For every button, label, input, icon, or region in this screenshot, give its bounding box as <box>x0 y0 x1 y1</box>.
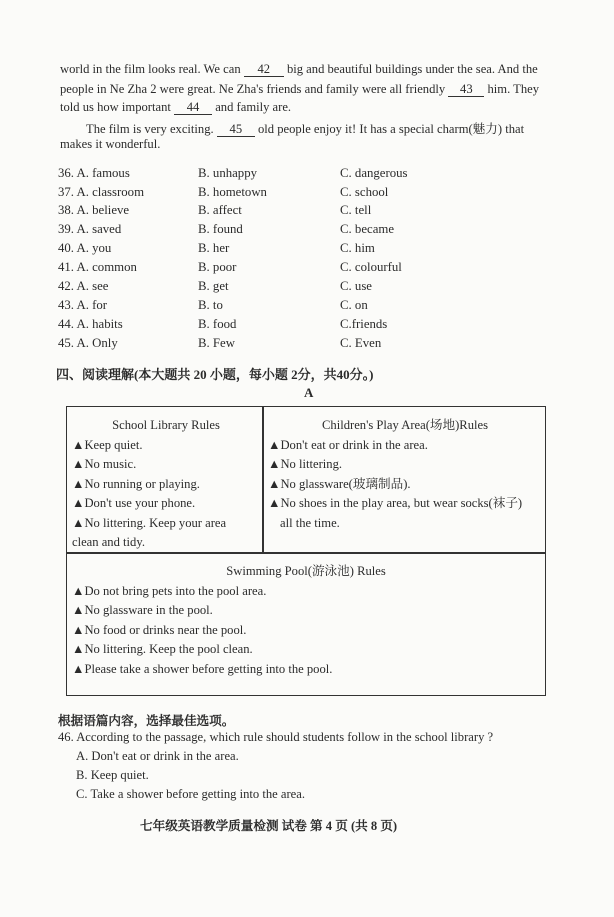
instruction: 根据语篇内容，选择最佳选项。 <box>58 714 235 728</box>
passage-line-4 <box>86 118 524 137</box>
option-a: 39. A. saved <box>58 222 122 236</box>
option-b: B. found <box>198 222 243 236</box>
pool-rules-title: Swimming Pool(游泳池) Rules <box>226 564 386 578</box>
option-b: B. hometown <box>198 185 267 199</box>
rule-item: all the time. <box>280 515 340 530</box>
option-c: C. became <box>340 222 395 236</box>
passage-text: told us how important <box>60 100 171 114</box>
option-a: 44. A. habits <box>58 317 123 331</box>
passage-text: world in the film looks real. We can <box>60 62 241 76</box>
passage-text: big and beautiful buildings under the sea. And the <box>286 62 538 76</box>
passage-text: old people enjoy it! It has a special charm(魅力) that <box>257 122 525 136</box>
rule-item: ▲Don't eat or drink in the area. <box>268 437 428 452</box>
page-footer: 七年级英语教学质量检测 试卷 第 4 页 (共 8 页) <box>140 819 398 833</box>
option-a: 40. A. you <box>58 241 112 255</box>
blank-43: 43 <box>448 83 484 97</box>
play-area-rules-title: Children's Play Area(场地)Rules <box>322 418 488 432</box>
option-b: B. get <box>198 279 229 293</box>
passage-line-3 <box>60 100 291 115</box>
option-c: C. tell <box>340 203 372 217</box>
option-b: B. unhappy <box>198 166 258 180</box>
rule-item: ▲No glassware in the pool. <box>72 603 213 617</box>
option-c: C. Even <box>340 336 382 350</box>
option-a: 42. A. see <box>58 279 109 293</box>
rule-item: ▲No music. <box>72 457 137 471</box>
rule-item: ▲Keep quiet. <box>72 437 143 452</box>
option-c: C. on <box>340 298 368 312</box>
option-a: 43. A. for <box>58 298 108 312</box>
option-b: B. to <box>198 298 223 312</box>
question-46-stem: 46. According to the passage, which rule should students follow in the school library ? <box>58 730 494 744</box>
passage-text: and family are. <box>215 100 292 114</box>
option-c: C. school <box>340 185 389 199</box>
rule-item: ▲No food or drinks near the pool. <box>72 622 247 637</box>
option-c: C.friends <box>340 317 388 331</box>
option-a: 37. A. classroom <box>58 185 145 199</box>
pool-rules <box>72 562 540 679</box>
section-label: A <box>304 385 314 400</box>
option-b: B. affect <box>198 203 242 217</box>
option-b: B. poor <box>198 260 237 274</box>
rule-item: ▲Do not bring pets into the pool area. <box>72 583 267 598</box>
rule-item: ▲No littering. <box>268 457 343 471</box>
option-c: C. him <box>340 241 375 255</box>
passage-line-1 <box>60 62 538 77</box>
rule-item: ▲No glassware(玻璃制品). <box>268 476 411 491</box>
rule-item: ▲No littering. Keep the pool clean. <box>72 642 253 656</box>
play-area-rules <box>268 416 542 533</box>
question-46-option-b: B. Keep quiet. <box>76 768 149 782</box>
question-46-option-c: C. Take a shower before getting into the area. <box>76 787 305 801</box>
option-c: C. colourful <box>340 260 402 274</box>
section-heading: 四、阅读理解(本大题共 20 小题，每小题 2分，共40分。) <box>56 367 374 382</box>
library-rules <box>72 416 260 553</box>
option-b: B. her <box>198 241 230 255</box>
rule-item: ▲Please take a shower before getting into the pool. <box>72 661 333 676</box>
library-rules-title: School Library Rules <box>112 418 220 432</box>
rule-item: ▲No running or playing. <box>72 476 200 491</box>
option-a: 38. A. believe <box>58 203 130 217</box>
option-a: 45. A. Only <box>58 336 118 350</box>
blank-45: 45 <box>217 123 255 137</box>
rule-item: clean and tidy. <box>72 535 145 549</box>
rule-item: ▲No shoes in the play area, but wear socks(袜子) <box>268 496 523 510</box>
option-a: 41. A. common <box>58 260 137 274</box>
passage-line-5: makes it wonderful. <box>60 137 161 151</box>
question-46-option-a: A. Don't eat or drink in the area. <box>76 749 239 763</box>
passage-text: people in Ne Zha 2 were great. Ne Zha's friends and family were all friendly <box>60 82 446 96</box>
blank-44: 44 <box>174 101 212 115</box>
passage-text: him. They <box>487 82 540 96</box>
option-c: C. use <box>340 279 372 293</box>
blank-42: 42 <box>244 63 284 77</box>
rule-item: ▲No littering. Keep your area <box>72 515 227 530</box>
passage-text: The film is very exciting. <box>86 122 214 136</box>
passage-line-2 <box>60 82 539 97</box>
option-a: 36. A. famous <box>58 166 130 180</box>
option-b: B. Few <box>198 336 235 350</box>
option-c: C. dangerous <box>340 166 408 180</box>
option-b: B. food <box>198 317 237 331</box>
rule-item: ▲Don't use your phone. <box>72 496 196 510</box>
